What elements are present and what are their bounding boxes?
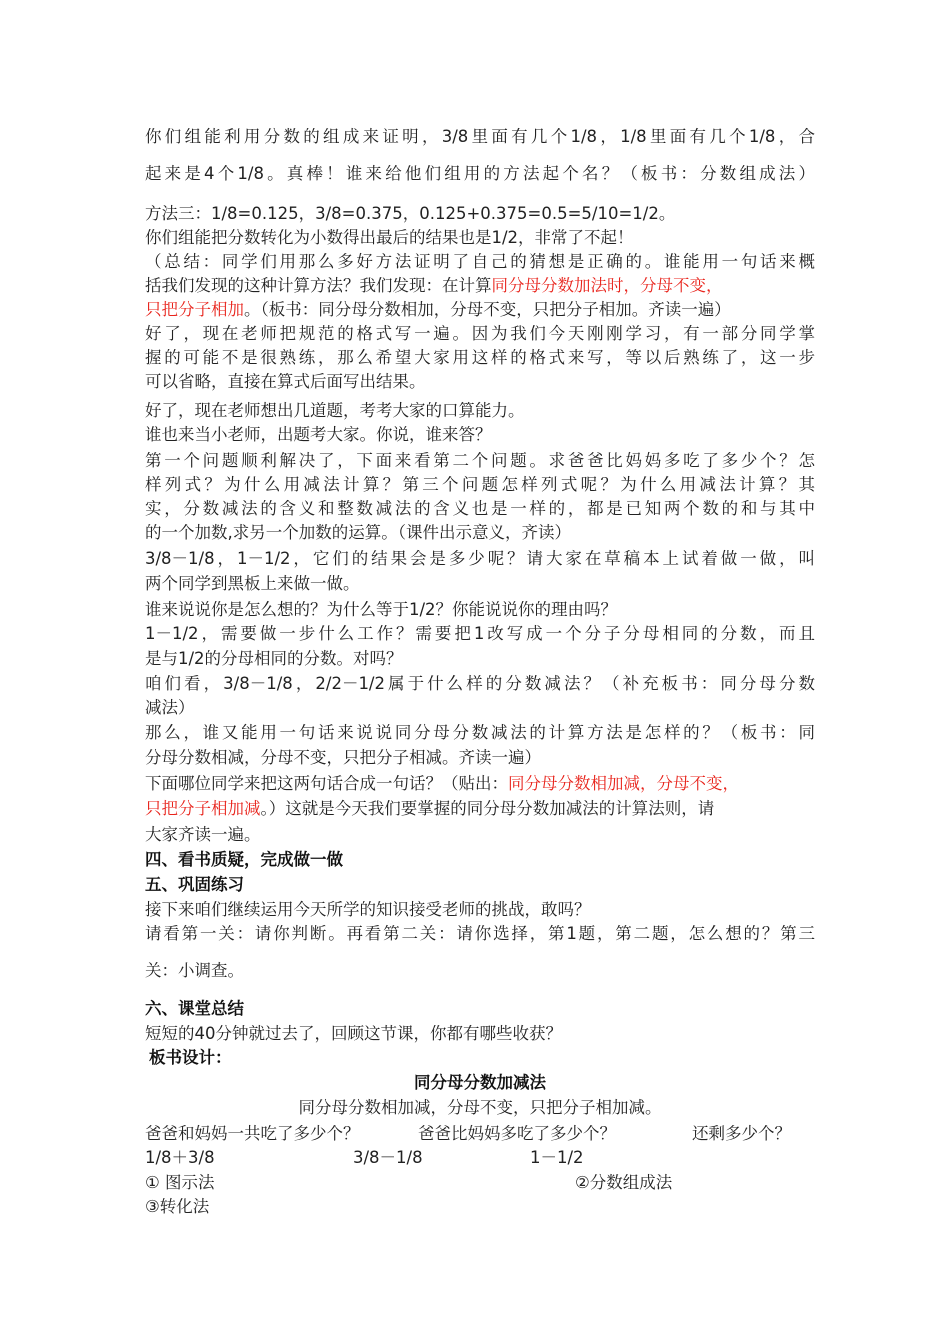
- paragraph-line: 你们组能利用分数的组成来证明，3/8里面有几个1/8，1/8里面有几个1/8，合: [145, 127, 815, 146]
- board-method: ③转化法: [145, 1197, 210, 1216]
- paragraph-line: 接下来咱们继续运用今天所学的知识接受老师的挑战，敢吗？: [145, 900, 591, 919]
- paragraph-line: 好了，现在老师把规范的格式写一遍。因为我们今天刚刚学习，有一部分同学掌: [145, 324, 815, 343]
- paragraph-line: 分母分数相减，分母不变，只把分子相减。齐读一遍）: [145, 748, 541, 767]
- line-text: 下面哪位同学来把这两句话合成一句话？（贴出：: [145, 774, 508, 793]
- paragraph-line: 谁也来当小老师，出题考大家。你说，谁来答？: [145, 425, 492, 444]
- board-title: 同分母分数加减法: [414, 1073, 546, 1092]
- paragraph-line: 是与1/2的分母相同的分数。对吗？: [145, 649, 403, 668]
- paragraph-line: 起来是4个1/8。真棒！谁来给他们组用的方法起个名？（板书：分数组成法）: [145, 164, 815, 183]
- paragraph-line: 咱们看，3/8－1/8，2/2－1/2属于什么样的分数减法？（补充板书：同分母分数: [145, 674, 815, 693]
- board-question: 爸爸比妈妈多吃了多少个？: [418, 1124, 616, 1143]
- paragraph-line: [145, 273, 815, 299]
- board-rule: 同分母分数相加减，分母不变，只把分子相加减。: [298, 1098, 662, 1117]
- paragraph-line: 好了，现在老师想出几道题，考考大家的口算能力。: [145, 401, 525, 420]
- paragraph-line: 方法三：1/8=0.125，3/8=0.375，0.125+0.375=0.5=5/10=1/2。: [145, 204, 676, 223]
- line-text: 括我们发现的这种计算方法？我们发现：在计算: [145, 276, 492, 295]
- board-method: ②分数组成法: [575, 1173, 673, 1192]
- paragraph-line: （总结：同学们用那么多好方法证明了自己的猜想是正确的。谁能用一句话来概: [145, 252, 815, 271]
- line-text: 。）这就是今天我们要掌握的同分母分数加减法的计算法则，请: [260, 799, 715, 818]
- highlighted-rule: 同分母分数加法时，分母不变，: [491, 276, 723, 295]
- section-heading: 五、巩固练习: [145, 875, 244, 894]
- line-text: 。（板书：同分母分数相加，分母不变，只把分子相加。齐读一遍）: [244, 300, 731, 319]
- board-method: ① 图示法: [145, 1173, 215, 1192]
- paragraph-line: 大家齐读一遍。: [145, 825, 261, 844]
- section-heading: 四、看书质疑，完成做一做: [145, 850, 343, 869]
- highlighted-rule: 只把分子相加: [145, 300, 244, 319]
- paragraph-line: 可以省略，直接在算式后面写出结果。: [145, 372, 426, 391]
- paragraph-line: 关：小调查。: [145, 961, 244, 980]
- paragraph-line: [145, 771, 815, 797]
- paragraph-line: 实，分数减法的含义和整数减法的含义也是一样的，都是已知两个数的和与其中: [145, 499, 815, 518]
- paragraph-line: 减法）: [145, 698, 195, 717]
- paragraph-line: 握的可能不是很熟练，那么希望大家用这样的格式来写，等以后熟练了，这一步: [145, 348, 815, 367]
- board-design-heading: 板书设计：: [149, 1048, 232, 1067]
- paragraph-line: [145, 796, 815, 822]
- paragraph-line: 那么，谁又能用一句话来说说同分母分数减法的计算方法是怎样的？（板书：同: [145, 723, 815, 742]
- paragraph-line: 第一个问题顺利解决了，下面来看第二个问题。求爸爸比妈妈多吃了多少个？怎: [145, 451, 815, 470]
- highlighted-rule: 只把分子相加减: [145, 799, 261, 818]
- section-heading: 六、课堂总结: [145, 999, 244, 1018]
- board-question: 爸爸和妈妈一共吃了多少个？: [145, 1124, 360, 1143]
- board-expression: 1/8＋3/8: [145, 1148, 215, 1167]
- paragraph-line: 的一个加数,求另一个加数的运算。（课件出示意义，齐读）: [145, 523, 571, 542]
- highlighted-rule: 同分母分数相加减，分母不变，: [508, 774, 739, 793]
- paragraph-line: 谁来说说你是怎么想的？为什么等于1/2？你能说说你的理由吗？: [145, 600, 618, 619]
- paragraph-line: 两个同学到黑板上来做一做。: [145, 574, 360, 593]
- paragraph-line: 请看第一关：请你判断。再看第二关：请你选择，第1题，第二题，怎么想的？第三: [145, 924, 815, 943]
- paragraph-line: 短短的40分钟就过去了，回顾这节课，你都有哪些收获？: [145, 1024, 562, 1043]
- paragraph-line: [145, 297, 815, 323]
- board-expression: 3/8－1/8: [353, 1148, 423, 1167]
- paragraph-line: 样列式？为什么用减法计算？第三个问题怎样列式呢？为什么用减法计算？其: [145, 475, 815, 494]
- board-question: 还剩多少个？: [692, 1124, 791, 1143]
- paragraph-line: 1－1/2，需要做一步什么工作？需要把1改写成一个分子分母相同的分数，而且: [145, 624, 815, 643]
- board-expression: 1－1/2: [530, 1148, 584, 1167]
- paragraph-line: 你们组能把分数转化为小数得出最后的结果也是1/2，非常了不起！: [145, 228, 634, 247]
- paragraph-line: 3/8－1/8，1－1/2，它们的结果会是多少呢？请大家在草稿本上试着做一做，叫: [145, 549, 815, 568]
